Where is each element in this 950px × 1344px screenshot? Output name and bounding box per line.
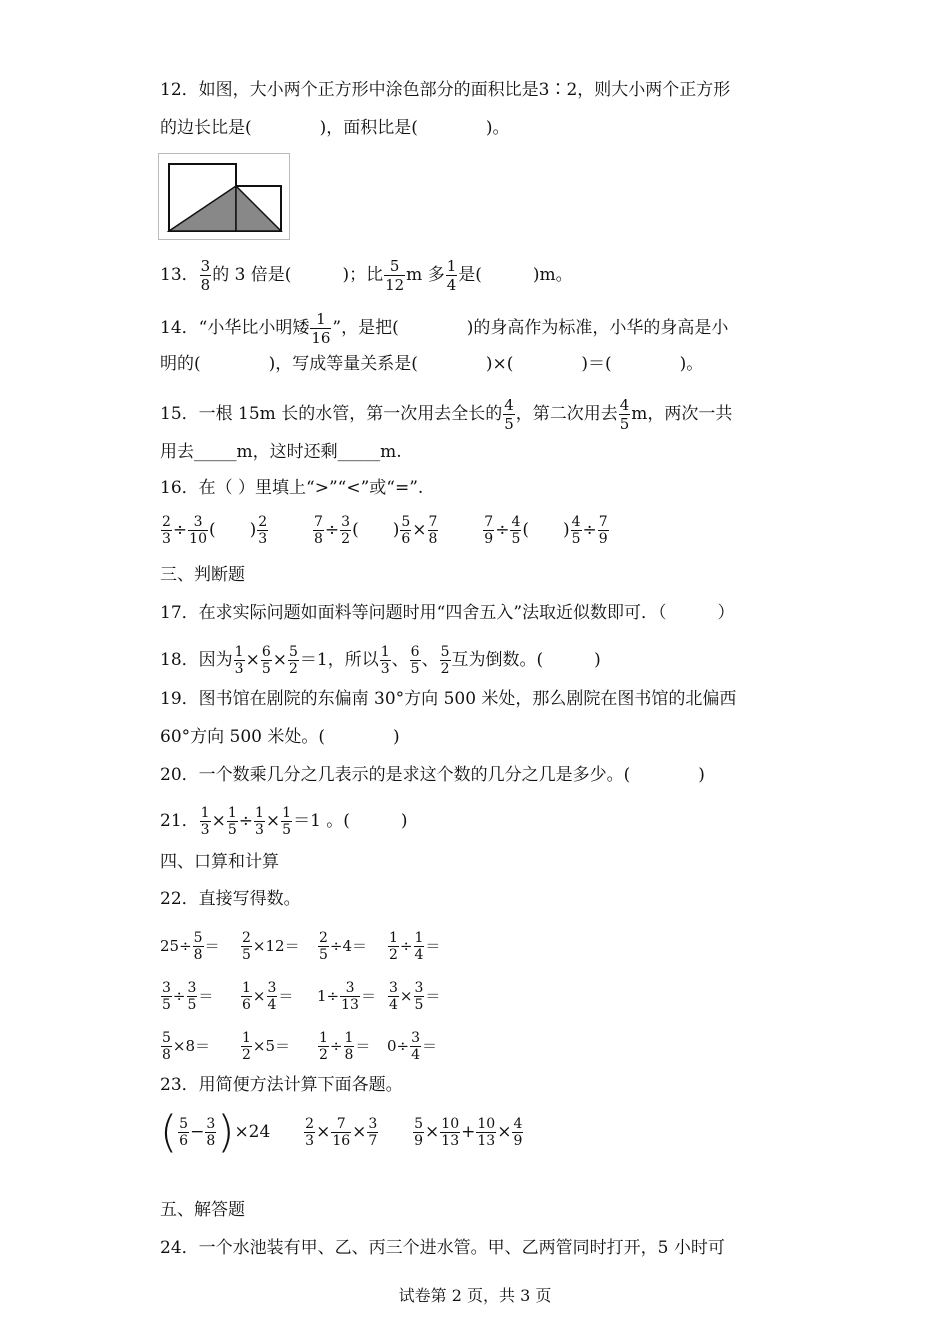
q13-text-3: 是( )m。	[458, 265, 573, 285]
q15-text-b: ，第二次用去	[515, 404, 618, 424]
q22-problem: $\frac{1}{6}$ × $\frac{3}{4}$ ＝	[242, 980, 294, 1013]
fraction: $\frac{3}{8}$	[200, 257, 211, 294]
question-19-line1: 19．图书馆在剧院的东偏南 30°方向 500 米处，那么剧院在图书馆的北偏西	[160, 689, 737, 709]
question-15-line2: 用去_____m，这时还剩_____m.	[160, 442, 402, 462]
question-14-line2: 明的( )，写成等量关系是( )×( )＝( )。	[160, 354, 704, 374]
question-16-items	[160, 514, 610, 547]
page-footer: 试卷第 2 页，共 3 页	[398, 1286, 552, 1305]
q23-expr-1: ( $\frac{5}{6}$ − $\frac{3}{8}$ )×24	[160, 1106, 271, 1157]
answer-blank[interactable]: ( )	[352, 520, 400, 540]
q22-problem: $\frac{2}{5}$ ÷4＝	[319, 930, 368, 963]
q22-problem: $\frac{2}{5}$ ×12＝	[242, 930, 300, 963]
q22-problem: $\frac{1}{2}$ ×5＝	[242, 1030, 291, 1063]
section-4-heading: 四、口算和计算	[160, 852, 279, 872]
question-12-line1: 12．如图，大小两个正方形中涂色部分的面积比是3∶2，则大小两个正方形	[160, 80, 731, 100]
fraction: $\frac{5}{12}$	[385, 257, 405, 294]
section-3-heading: 三、判断题	[160, 565, 245, 585]
question-21: 21． $\frac{1}{3}$ × $\frac{1}{5}$ ÷ $\frac{1}{3}$ × $\frac{1}{5}$ ＝1 。( )	[160, 805, 408, 838]
question-13	[160, 257, 573, 294]
q23-expr-3: $\frac{5}{9}$ × $\frac{10}{13}$ + $\frac{10}{13}$ × $\frac{4}{9}$	[414, 1115, 523, 1149]
fraction: $\frac{4}{5}$	[619, 396, 630, 433]
q16-item-2: $\frac{7}{8}$ ÷ $\frac{3}{2}$ ( ) $\frac{5}{6}$ × $\frac{7}{8}$	[314, 514, 438, 547]
question-16-title: 16．在（ ）里填上“>”“<”或“=”.	[160, 478, 424, 498]
q16-item-1: $\frac{2}{3}$ ÷ $\frac{3}{10}$ ( ) $\frac{2}{3}$	[162, 514, 268, 547]
question-17: 17．在求实际问题如面料等问题时用“四舍五入”法取近似数即可．（ ）	[160, 603, 735, 623]
q22-problem: 25÷ $\frac{5}{8}$ ＝	[160, 930, 220, 963]
q13-number: 13．	[160, 265, 199, 285]
question-20: 20．一个数乘几分之几表示的是求这个数的几分之几是多少。( )	[160, 765, 705, 785]
fraction: $\frac{1}{16}$	[311, 310, 331, 347]
question-14-line1	[160, 310, 728, 347]
q14-text-b: ”，是把( )的身高作为标准，小华的身高是小	[332, 318, 729, 338]
q22-problem: $\frac{3}{5}$ ÷ $\frac{3}{5}$ ＝	[162, 980, 214, 1013]
q13-text-2: m 多	[406, 265, 445, 285]
q23-expr-2: $\frac{2}{3}$ × $\frac{7}{16}$ × $\frac{3}{7}$	[305, 1115, 378, 1149]
question-15-line1	[160, 396, 732, 433]
q22-problem: 1÷ $\frac{3}{13}$ ＝	[317, 980, 376, 1013]
squares-figure	[158, 153, 290, 240]
q14-text-a: 14．“小华比小明矮	[160, 318, 310, 338]
question-24: 24．一个水池装有甲、乙、丙三个进水管。甲、乙两管同时打开，5 小时可	[160, 1238, 725, 1258]
q13-text-1: 的 3 倍是( )；比	[212, 265, 384, 285]
question-18: 18．因为 $\frac{1}{3}$ × $\frac{6}{5}$ × $\frac{5}{2}$ ＝1，所以 $\frac{1}{3}$ 、 $\frac{6}{5}$ 、 $\frac{5}{2}$ 互为倒数。( )	[160, 644, 601, 677]
fraction: $\frac{4}{5}$	[504, 396, 514, 433]
q15-text-c: m，两次一共	[631, 404, 733, 424]
section-5-heading: 五、解答题	[160, 1200, 245, 1220]
answer-blank[interactable]: ( )	[209, 520, 257, 540]
question-19-line2: 60°方向 500 米处。( )	[160, 727, 400, 747]
question-23-title: 23．用简便方法计算下面各题。	[160, 1075, 403, 1095]
answer-blank[interactable]: ( )	[522, 520, 570, 540]
q22-problem: $\frac{1}{2}$ ÷ $\frac{1}{8}$ ＝	[319, 1030, 371, 1063]
question-12-line2: 的边长比是( )，面积比是( )。	[160, 118, 510, 138]
q22-problem: 0÷ $\frac{3}{4}$ ＝	[387, 1030, 438, 1063]
question-22-title: 22．直接写得数。	[160, 889, 301, 909]
q22-problem: $\frac{1}{2}$ ÷ $\frac{1}{4}$ ＝	[389, 930, 441, 963]
q23-expressions	[160, 1106, 524, 1157]
q16-item-3: $\frac{7}{9}$ ÷ $\frac{4}{5}$ ( ) $\frac{4}{5}$ ÷ $\frac{7}{9}$	[484, 514, 608, 547]
q22-problem: $\frac{5}{8}$ ×8＝	[162, 1030, 211, 1063]
q22-problem: $\frac{3}{4}$ × $\frac{3}{5}$ ＝	[389, 980, 441, 1013]
q15-text-a: 15．一根 15m 长的水管，第一次用去全长的	[160, 404, 503, 424]
fraction: $\frac{1}{4}$	[446, 257, 457, 294]
